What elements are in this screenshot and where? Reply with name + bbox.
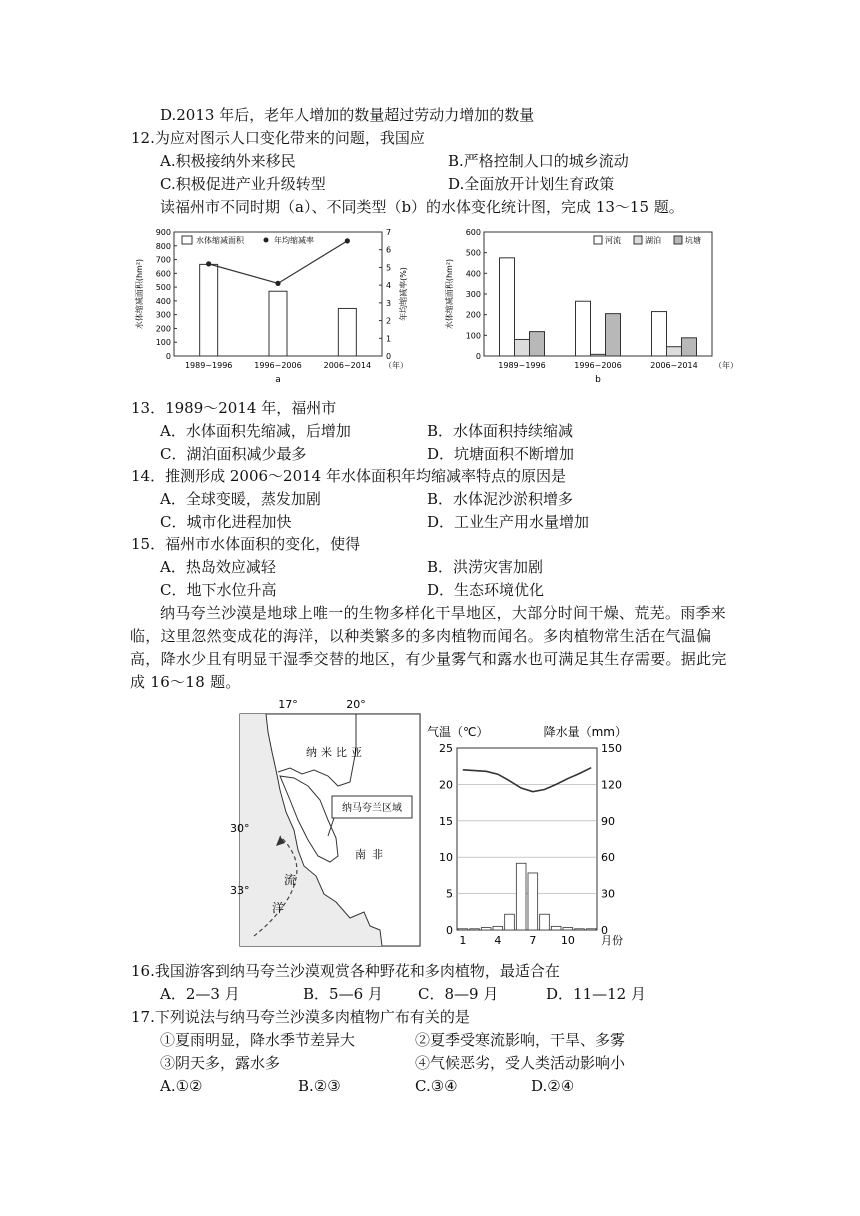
current-label-2: 洋 — [272, 901, 285, 915]
q17-option-b: B.②③ — [298, 1077, 341, 1095]
chart-a-ytick-right: 7 — [386, 228, 392, 237]
chart-b-ytick: 100 — [465, 331, 481, 341]
climate-rain-bar — [481, 928, 491, 930]
climate-chart — [425, 690, 635, 952]
country-south-africa-label: 南非 — [355, 848, 389, 861]
chart-a-ytick-left: 500 — [155, 283, 171, 293]
chart-a-ytick-left: 800 — [155, 241, 171, 251]
chart-b-xtick: 1996~2006 — [574, 361, 622, 370]
chart-a-ytick-right: 4 — [386, 281, 392, 291]
q14-stem: 14．推测形成 2006～2014 年水体面积年均缩减率特点的原因是 — [131, 467, 566, 485]
chart-a-xunit: （年） — [384, 361, 408, 370]
chart-a-bar — [338, 308, 356, 356]
climate-xtick: 1 — [459, 934, 467, 947]
climate-rain-bar — [493, 926, 503, 930]
chart-b-bar — [682, 338, 697, 356]
q16-option-c: C．8—9 月 — [418, 985, 499, 1003]
chart-a-ylabel-right: 年均缩减率(%) — [399, 267, 408, 321]
chart-a-legend-bar-swatch — [182, 236, 192, 244]
climate-rain-bar — [575, 929, 585, 930]
climate-ylabel-left: 气温（℃） — [427, 725, 489, 739]
chart-b-ytick: 500 — [465, 248, 481, 258]
climate-ytick-left: 25 — [439, 742, 453, 755]
chart-b-legend-item: 坑塘 — [685, 236, 701, 245]
chart-a-ytick-left: 200 — [155, 324, 171, 334]
chart-b-legend-swatch — [634, 236, 642, 244]
chart-a-ytick-left: 400 — [155, 296, 171, 306]
q16-stem: 16.我国游客到纳马夸兰沙漠观赏各种野花和多肉植物，最适合在 — [131, 962, 560, 980]
chart-b-ytick: 600 — [465, 228, 481, 237]
q13-option-b: B．水体面积持续缩减 — [427, 422, 574, 440]
chart-b-xtick: 2006~2014 — [650, 361, 698, 370]
chart-a-ytick-right: 0 — [386, 352, 392, 361]
climate-ytick-right: 30 — [601, 887, 615, 901]
chart-b-bar — [606, 314, 621, 356]
climate-rain-bar — [458, 929, 468, 930]
climate-rain-bar — [586, 929, 596, 930]
climate-ytick-right: 90 — [601, 814, 615, 828]
q12-option-b: B.严格控制人口的城乡流动 — [448, 152, 629, 170]
q15-stem: 15．福州市水体面积的变化，使得 — [131, 535, 361, 553]
climate-xtick: 10 — [560, 934, 575, 947]
chart-b-bar — [591, 354, 606, 356]
chart-a-ytick-right: 2 — [386, 316, 392, 326]
climate-ytick-right: 60 — [601, 851, 615, 865]
chart-b-ylabel: 水体缩减面积(hm²) — [445, 258, 454, 330]
climate-ytick-left: 20 — [439, 778, 453, 792]
current-label-1: 流 — [284, 873, 297, 887]
chart-b-frame — [484, 232, 712, 356]
chart-a-ytick-left: 900 — [155, 228, 171, 237]
q16-option-d: D．11—12 月 — [546, 985, 646, 1003]
country-namibia-label: 纳米比亚 — [306, 746, 366, 759]
chart-a-ytick-right: 1 — [386, 334, 392, 344]
q12-option-c: C.积极促进产业升级转型 — [160, 175, 326, 193]
climate-ylabel-right: 降水量（mm） — [543, 725, 627, 739]
q17-statement-1: ①夏雨明显，降水季节差异大 — [160, 1031, 356, 1049]
chart-a-ytick-right: 5 — [386, 263, 392, 273]
climate-ytick-left: 5 — [446, 887, 453, 901]
lat-30-label: 30° — [230, 822, 250, 835]
chart-b-legend-item: 湖泊 — [645, 236, 661, 245]
q12-option-d: D.全面放开计划生育政策 — [448, 175, 615, 193]
chart-a-ytick-right: 6 — [386, 245, 392, 255]
q15-option-c: C．地下水位升高 — [160, 581, 277, 599]
chart-b-label: b — [595, 375, 601, 385]
chart-a — [130, 222, 430, 402]
chart-a-xtick: 1989~1996 — [184, 361, 233, 370]
q14-option-d: D．工业生产用水量增加 — [427, 513, 590, 531]
chart-a-rate-line — [209, 241, 348, 284]
q17-statement-2: ②夏季受寒流影响，干旱、多雾 — [415, 1031, 626, 1049]
climate-ytick-left: 10 — [439, 851, 453, 865]
chart-a-bar — [269, 291, 287, 356]
chart-a-rate-point — [275, 281, 280, 286]
chart-a-ytick-left: 0 — [165, 352, 171, 361]
chart-b-xtick: 1989~1996 — [498, 361, 546, 370]
chart-a-bar — [200, 264, 218, 356]
q17-option-c: C.③④ — [415, 1077, 458, 1095]
chart-b-bar — [530, 332, 545, 356]
lon-20-label: 20° — [346, 698, 366, 711]
chart-b-bar — [652, 312, 667, 356]
q14-option-a: A．全球变暖，蒸发加剧 — [160, 490, 321, 508]
chart-b-bar — [515, 339, 530, 356]
q15-option-d: D．生态环境优化 — [427, 581, 545, 599]
intro-13-15: 读福州市不同时期（a）、不同类型（b）的水体变化统计图，完成 13～15 题。 — [160, 198, 684, 216]
q17-statement-4: ④气候恶劣，受人类活动影响小 — [415, 1054, 626, 1072]
q17-option-d: D.②④ — [531, 1077, 575, 1095]
climate-xtick: 7 — [529, 934, 537, 947]
chart-b-ytick: 400 — [465, 269, 481, 279]
q13-option-a: A．水体面积先缩减，后增加 — [160, 422, 351, 440]
climate-xunit: 月份 — [601, 934, 623, 947]
climate-rain-bar — [528, 873, 538, 930]
region-label: 纳马夸兰区域 — [342, 803, 402, 814]
q12-option-a: A.积极接纳外来移民 — [160, 152, 296, 170]
chart-a-ytick-left: 600 — [155, 269, 171, 279]
chart-b-bar — [667, 347, 682, 356]
chart-b-legend-swatch — [674, 236, 682, 244]
q12-stem: 12.为应对图示人口变化带来的问题，我国应 — [131, 129, 425, 147]
lat-33-label: 33° — [230, 884, 250, 897]
chart-a-rate-point — [206, 261, 211, 266]
chart-a-legend-rate-swatch — [264, 238, 269, 243]
climate-rain-bar — [551, 926, 561, 930]
q17-statement-3: ③阴天多，露水多 — [160, 1054, 281, 1072]
q15-option-b: B．洪涝灾害加剧 — [427, 558, 544, 576]
climate-ytick-right: 120 — [601, 778, 622, 792]
chart-b-ytick: 200 — [465, 310, 481, 320]
climate-xtick: 4 — [494, 934, 502, 947]
namaqualand-map — [232, 690, 428, 952]
chart-b-legend-item: 河流 — [605, 236, 621, 245]
q15-option-a: A．热岛效应减轻 — [160, 558, 276, 576]
climate-rain-bar — [540, 914, 550, 930]
chart-b-legend-swatch — [594, 236, 602, 244]
climate-rain-bar — [470, 929, 480, 930]
climate-rain-bar — [505, 914, 515, 930]
q11-option-d: D.2013 年后，老年人增加的数量超过劳动力增加的数量 — [160, 106, 535, 124]
chart-a-ytick-right: 3 — [386, 298, 392, 308]
chart-a-rate-point — [345, 238, 350, 243]
q13-option-c: C．湖泊面积减少最多 — [160, 445, 307, 463]
chart-b — [440, 222, 740, 402]
q13-stem: 13．1989～2014 年，福州市 — [131, 399, 337, 417]
chart-a-ytick-left: 100 — [155, 338, 171, 348]
chart-b-bar — [500, 258, 515, 356]
q16-option-b: B．5—6 月 — [303, 985, 383, 1003]
chart-a-xtick: 2006~2014 — [323, 361, 372, 370]
chart-b-bar — [576, 301, 591, 356]
climate-ytick-left: 15 — [439, 814, 453, 828]
chart-a-ytick-left: 300 — [155, 310, 171, 320]
q17-option-a: A.①② — [160, 1077, 203, 1095]
climate-ytick-left: 0 — [446, 924, 453, 937]
chart-a-xtick: 1996~2006 — [254, 361, 302, 370]
climate-rain-bar — [516, 863, 526, 930]
q17-stem: 17.下列说法与纳马夸兰沙漠多肉植物广布有关的是 — [131, 1008, 470, 1026]
lon-17-label: 17° — [278, 698, 298, 711]
climate-temp-line — [463, 768, 591, 792]
chart-a-legend-rate: 年均缩减率 — [274, 236, 314, 245]
chart-a-ytick-left: 700 — [155, 255, 171, 265]
q13-option-d: D．坑塘面积不断增加 — [427, 445, 575, 463]
climate-ytick-right: 0 — [601, 924, 608, 937]
passage-16-18: 纳马夸兰沙漠是地球上唯一的生物多样化干旱地区，大部分时间干燥、荒芜。雨季来临，这里忽然变成花的海洋，以种类繁多的多肉植物而闻名。多肉植物常生活在气温偏高，降水少且有明显干湿季交替的地区，有少量雾气和露水也可满足其生存需要。据此完成 16～18 题。 — [130, 604, 727, 691]
climate-ytick-right: 150 — [601, 742, 622, 755]
q16-option-a: A．2—3 月 — [160, 985, 240, 1003]
chart-a-legend-bar: 水体缩减面积 — [196, 236, 244, 245]
chart-b-xunit: （年） — [714, 361, 738, 370]
chart-a-label: a — [275, 375, 281, 385]
q14-option-b: B．水体泥沙淤积增多 — [427, 490, 574, 508]
climate-rain-bar — [563, 928, 573, 930]
chart-b-ytick: 300 — [465, 290, 481, 299]
chart-b-ytick: 0 — [475, 352, 481, 361]
q14-option-c: C．城市化进程加快 — [160, 513, 292, 531]
chart-a-ylabel-left: 水体缩减面积(hm²) — [135, 258, 144, 330]
